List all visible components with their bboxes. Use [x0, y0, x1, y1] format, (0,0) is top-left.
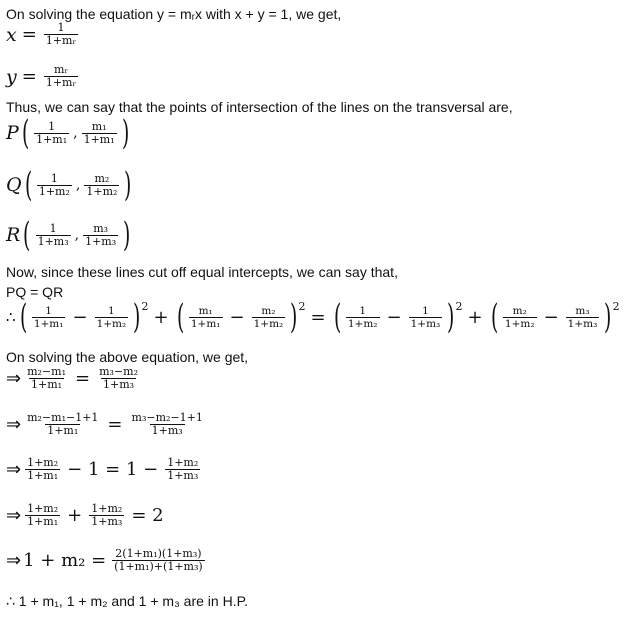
equals-sign: =: [21, 66, 37, 87]
y-symbol: y: [6, 65, 17, 88]
intercepts-text: Now, since these lines cut off equal intercepts, we can say that,: [6, 264, 398, 280]
point-p: P ( $\frac{1}{\text{1+m₁}}$ , $\frac{\text{m₁}}{\text{1+m₁}}$ ): [6, 113, 129, 153]
step-4: ⇒ $\frac{\text{1+m₂}}{\text{1+m₁}}$ + $\frac{\text{1+m₂}}{\text{1+m₃}}$ = 2: [6, 502, 164, 528]
equals-sign: =: [21, 24, 37, 45]
x-fraction: $\frac{1}{\text{1+mᵣ}}$: [45, 21, 77, 47]
transversal-text: Thus, we can say that the points of intersection of the lines on the transversal are,: [6, 99, 513, 115]
step-5: ⇒ 1 + m₂ = $\frac{\text{2(1+m₁)(1+m₃)}}{\text{(1+m₁)+(1+m₃)}}$: [6, 547, 203, 573]
y-equation: [6, 64, 80, 89]
x-equation: [6, 22, 80, 47]
solving-text: On solving the above equation, we get,: [6, 349, 249, 365]
step-1: ⇒ $\frac{\text{m₂−m₁}}{\text{1+m₁}}$ = $\frac{\text{m₃−m₂}}{\text{1+m₃}}$: [6, 365, 138, 391]
point-q: Q ( $\frac{1}{\text{1+m₂}}$ , $\frac{\text{m₂}}{\text{1+m₂}}$ ): [6, 165, 132, 205]
step-3: ⇒ $\frac{\text{1+m₂}}{\text{1+m₁}}$ − 1 = 1 − $\frac{\text{1+m₂}}{\text{1+m₃}}$: [6, 456, 199, 482]
x-symbol: x: [6, 23, 17, 46]
distance-equation: ∴ ( $\frac{1}{\text{1+m₁}}$ − $\frac{1}{\text{1+m₂}}$ ) 2 + ( $\frac{\text{m₁}}{\text{1+m₁}}$ − $\frac{\text{m₂}}{\text{1+m₂}}$ ) 2 = ( $\frac{1}{\text{1+m₂}}$ − $\frac{1}{\text{1+m₃}}$ ) 2 + ( $\frac{\text{m₂}}{\text{1+m₂}}$ − $\frac{\text{m₃}}{\text{1+m₃}}$ ) 2: [6, 297, 620, 337]
point-r: R ( $\frac{1}{\text{1+m₃}}$ , $\frac{\text{m₃}}{\text{1+m₃}}$ ): [6, 215, 131, 255]
y-fraction: $\frac{\text{mᵣ}}{\text{1+mᵣ}}$: [45, 63, 77, 89]
pq-equals-qr: PQ = QR: [6, 284, 64, 300]
intro-text: On solving the equation y = mᵣx with x + y = 1, we get,: [6, 6, 342, 22]
conclusion-text: ∴ 1 + m₁, 1 + m₂ and 1 + m₃ are in H.P.: [6, 593, 249, 609]
step-2: ⇒ $\frac{\text{m₂−m₁−1+1}}{\text{1+m₁}}$ = $\frac{\text{m₃−m₂−1+1}}{\text{1+m₃}}$: [6, 411, 203, 437]
